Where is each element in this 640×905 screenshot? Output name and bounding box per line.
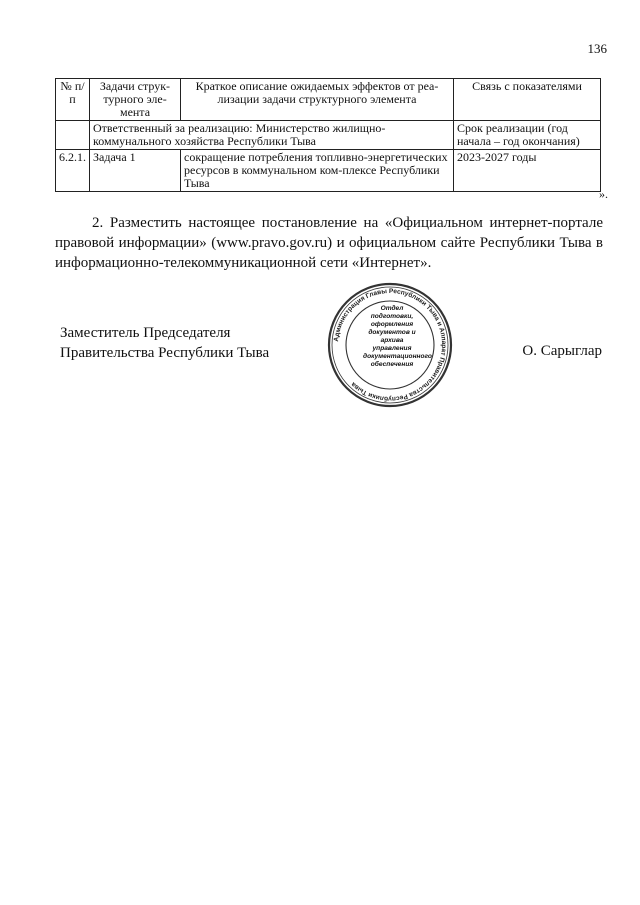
header-number: № п/п xyxy=(56,79,90,121)
closing-quote: ». xyxy=(599,187,608,201)
table-responsible-row xyxy=(56,121,601,150)
paragraph-2: 2. Разместить настоящее постановление на «Официальном интернет-портале правовой информации» (www.pravo.gov.ru) и официальном сайте Республики Тыва в информационно-телекоммуникационной сети «Интернет». xyxy=(55,215,603,271)
row-number: 6.2.1. xyxy=(56,150,90,192)
row-description: сокращение потребления топливно-энергетических ресурсов в коммунальном ком-плексе Республики Тыва xyxy=(181,150,454,192)
header-tasks: Задачи струк-турного эле-мента xyxy=(90,79,181,121)
signer-name: О. Сарыглар xyxy=(522,343,602,359)
term-cell: Срок реализации (год начала – год окончания) xyxy=(454,121,601,150)
table-header-row xyxy=(56,79,601,121)
position-line-1: Заместитель Председателя xyxy=(60,325,231,341)
header-description: Краткое описание ожидаемых эффектов от реа-лизации задачи структурного элемента xyxy=(181,79,454,121)
program-table xyxy=(55,78,601,192)
position-line-2: Правительства Республики Тыва xyxy=(60,345,270,361)
seal-ring-text: Администрация Главы Республики Тыва и Аппарат Правительства Республики Тыва xyxy=(333,287,448,403)
page-number: 136 xyxy=(587,41,607,56)
empty-cell xyxy=(56,121,90,150)
seal-center-text: Отдел подготовки, оформления документов и архива управления документационного обеспечения xyxy=(363,305,432,368)
header-indicators: Связь с показателями xyxy=(454,79,601,121)
responsible-cell: Ответственный за реализацию: Министерство жилищно-коммунального хозяйства Республики Тыва xyxy=(90,121,454,150)
row-link: 2023-2027 годы xyxy=(454,150,601,192)
signature-position xyxy=(60,323,269,363)
row-task: Задача 1 xyxy=(90,150,181,192)
table-row xyxy=(56,150,601,192)
